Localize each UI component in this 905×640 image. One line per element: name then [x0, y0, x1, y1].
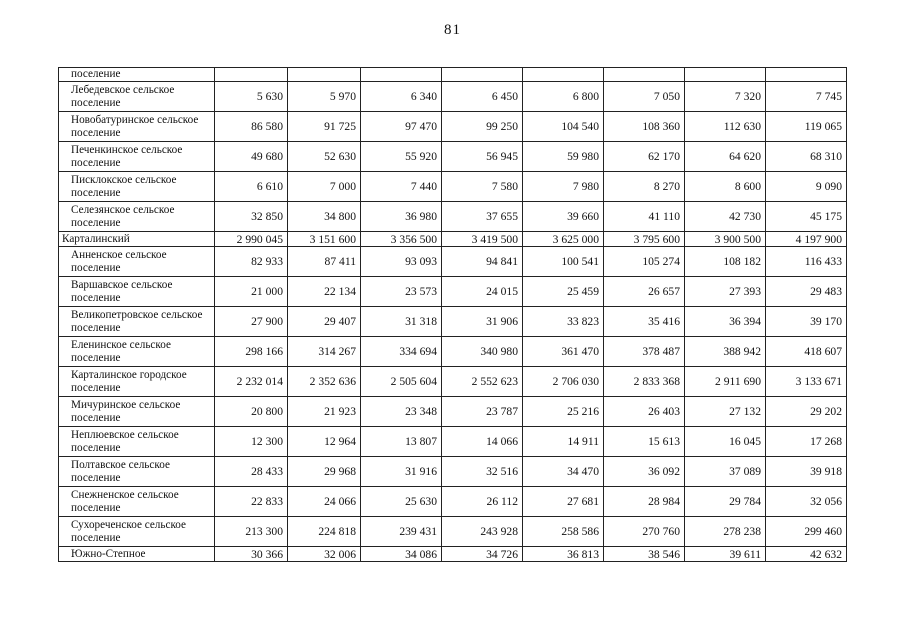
value-cell [766, 68, 847, 82]
value-cell: 12 964 [288, 427, 361, 457]
value-cell: 93 093 [361, 247, 442, 277]
value-cell: 29 968 [288, 457, 361, 487]
value-cell: 299 460 [766, 517, 847, 547]
value-cell: 3 151 600 [288, 232, 361, 247]
value-cell: 7 745 [766, 82, 847, 112]
value-cell: 4 197 900 [766, 232, 847, 247]
value-cell: 39 660 [523, 202, 604, 232]
value-cell: 13 807 [361, 427, 442, 457]
value-cell: 39 170 [766, 307, 847, 337]
value-cell: 41 110 [604, 202, 685, 232]
table-row [59, 427, 847, 457]
value-cell: 26 657 [604, 277, 685, 307]
value-cell: 6 800 [523, 82, 604, 112]
value-cell: 34 800 [288, 202, 361, 232]
table-row [59, 142, 847, 172]
table-row [59, 517, 847, 547]
value-cell [288, 68, 361, 82]
value-cell: 34 086 [361, 547, 442, 562]
value-cell: 104 540 [523, 112, 604, 142]
value-cell: 22 134 [288, 277, 361, 307]
value-cell: 7 000 [288, 172, 361, 202]
value-cell: 112 630 [685, 112, 766, 142]
value-cell: 23 787 [442, 397, 523, 427]
value-cell: 2 833 368 [604, 367, 685, 397]
value-cell: 26 112 [442, 487, 523, 517]
value-cell: 243 928 [442, 517, 523, 547]
value-cell: 334 694 [361, 337, 442, 367]
value-cell: 2 552 623 [442, 367, 523, 397]
table-row [59, 202, 847, 232]
value-cell: 33 823 [523, 307, 604, 337]
value-cell: 3 356 500 [361, 232, 442, 247]
value-cell: 39 918 [766, 457, 847, 487]
value-cell [215, 68, 288, 82]
value-cell: 6 450 [442, 82, 523, 112]
value-cell: 56 945 [442, 142, 523, 172]
value-cell: 27 900 [215, 307, 288, 337]
value-cell: 361 470 [523, 337, 604, 367]
value-cell: 94 841 [442, 247, 523, 277]
value-cell: 3 419 500 [442, 232, 523, 247]
value-cell: 213 300 [215, 517, 288, 547]
value-cell: 14 911 [523, 427, 604, 457]
settlement-name-cell: Селезянское сельское поселение [59, 202, 215, 232]
value-cell: 8 270 [604, 172, 685, 202]
value-cell: 29 784 [685, 487, 766, 517]
value-cell [442, 68, 523, 82]
table-row [59, 68, 847, 82]
settlement-name-cell: Анненское сельское поселение [59, 247, 215, 277]
value-cell: 12 300 [215, 427, 288, 457]
value-cell: 340 980 [442, 337, 523, 367]
value-cell: 45 175 [766, 202, 847, 232]
settlement-name-cell: Неплюевское сельское поселение [59, 427, 215, 457]
table-row [59, 307, 847, 337]
value-cell: 16 045 [685, 427, 766, 457]
value-cell: 22 833 [215, 487, 288, 517]
table-row [59, 112, 847, 142]
value-cell: 2 911 690 [685, 367, 766, 397]
value-cell: 9 090 [766, 172, 847, 202]
value-cell: 27 132 [685, 397, 766, 427]
value-cell: 418 607 [766, 337, 847, 367]
value-cell: 21 000 [215, 277, 288, 307]
value-cell: 82 933 [215, 247, 288, 277]
table-row [59, 397, 847, 427]
value-cell: 25 630 [361, 487, 442, 517]
table-row [59, 337, 847, 367]
value-cell [523, 68, 604, 82]
value-cell: 6 340 [361, 82, 442, 112]
value-cell: 388 942 [685, 337, 766, 367]
value-cell: 298 166 [215, 337, 288, 367]
value-cell: 2 505 604 [361, 367, 442, 397]
value-cell: 32 516 [442, 457, 523, 487]
value-cell: 7 050 [604, 82, 685, 112]
value-cell: 87 411 [288, 247, 361, 277]
value-cell: 7 440 [361, 172, 442, 202]
value-cell: 27 393 [685, 277, 766, 307]
value-cell: 7 320 [685, 82, 766, 112]
value-cell: 24 015 [442, 277, 523, 307]
value-cell: 68 310 [766, 142, 847, 172]
value-cell: 24 066 [288, 487, 361, 517]
value-cell: 31 906 [442, 307, 523, 337]
settlement-name-cell: Мичуринское сельское поселение [59, 397, 215, 427]
value-cell: 35 416 [604, 307, 685, 337]
value-cell: 258 586 [523, 517, 604, 547]
value-cell: 3 625 000 [523, 232, 604, 247]
table-row [59, 367, 847, 397]
value-cell [361, 68, 442, 82]
value-cell: 37 655 [442, 202, 523, 232]
value-cell: 36 813 [523, 547, 604, 562]
value-cell: 52 630 [288, 142, 361, 172]
value-cell: 25 459 [523, 277, 604, 307]
value-cell: 31 318 [361, 307, 442, 337]
value-cell: 5 970 [288, 82, 361, 112]
settlement-name-cell: поселение [59, 68, 215, 82]
value-cell: 86 580 [215, 112, 288, 142]
table-row [59, 457, 847, 487]
table-row [59, 247, 847, 277]
table-body [59, 68, 847, 562]
value-cell: 3 795 600 [604, 232, 685, 247]
value-cell: 25 216 [523, 397, 604, 427]
settlement-name-cell: Еленинское сельское поселение [59, 337, 215, 367]
value-cell: 108 360 [604, 112, 685, 142]
value-cell: 31 916 [361, 457, 442, 487]
value-cell: 32 850 [215, 202, 288, 232]
value-cell: 62 170 [604, 142, 685, 172]
value-cell: 36 092 [604, 457, 685, 487]
settlement-name-cell: Варшавское сельское поселение [59, 277, 215, 307]
settlement-name-cell: Лебедевское сельское поселение [59, 82, 215, 112]
value-cell: 26 403 [604, 397, 685, 427]
value-cell: 8 600 [685, 172, 766, 202]
value-cell [685, 68, 766, 82]
value-cell: 64 620 [685, 142, 766, 172]
value-cell: 378 487 [604, 337, 685, 367]
value-cell: 34 470 [523, 457, 604, 487]
value-cell: 21 923 [288, 397, 361, 427]
value-cell: 34 726 [442, 547, 523, 562]
value-cell: 28 433 [215, 457, 288, 487]
value-cell: 29 483 [766, 277, 847, 307]
value-cell: 314 267 [288, 337, 361, 367]
value-cell: 14 066 [442, 427, 523, 457]
table-row [59, 232, 847, 247]
value-cell: 2 352 636 [288, 367, 361, 397]
settlement-name-cell: Карталинское городское поселение [59, 367, 215, 397]
value-cell: 55 920 [361, 142, 442, 172]
value-cell: 39 611 [685, 547, 766, 562]
value-cell: 2 232 014 [215, 367, 288, 397]
value-cell: 32 056 [766, 487, 847, 517]
page-number: 81 [444, 22, 461, 38]
value-cell: 91 725 [288, 112, 361, 142]
value-cell: 100 541 [523, 247, 604, 277]
settlement-name-cell: Сухореченское сельское поселение [59, 517, 215, 547]
value-cell: 29 407 [288, 307, 361, 337]
value-cell: 2 706 030 [523, 367, 604, 397]
district-name-cell: Карталинский [59, 232, 215, 247]
value-cell: 29 202 [766, 397, 847, 427]
value-cell: 7 980 [523, 172, 604, 202]
value-cell [604, 68, 685, 82]
value-cell: 3 900 500 [685, 232, 766, 247]
value-cell: 119 065 [766, 112, 847, 142]
value-cell: 108 182 [685, 247, 766, 277]
value-cell: 38 546 [604, 547, 685, 562]
value-cell: 36 980 [361, 202, 442, 232]
value-cell: 105 274 [604, 247, 685, 277]
value-cell: 17 268 [766, 427, 847, 457]
value-cell: 2 990 045 [215, 232, 288, 247]
value-cell: 97 470 [361, 112, 442, 142]
value-cell: 99 250 [442, 112, 523, 142]
value-cell: 20 800 [215, 397, 288, 427]
value-cell: 37 089 [685, 457, 766, 487]
value-cell: 23 348 [361, 397, 442, 427]
table-row [59, 82, 847, 112]
value-cell: 49 680 [215, 142, 288, 172]
value-cell: 36 394 [685, 307, 766, 337]
value-cell: 23 573 [361, 277, 442, 307]
settlement-name-cell: Южно-Степное [59, 547, 215, 562]
value-cell: 6 610 [215, 172, 288, 202]
value-cell: 15 613 [604, 427, 685, 457]
value-cell: 59 980 [523, 142, 604, 172]
value-cell: 5 630 [215, 82, 288, 112]
value-cell: 3 133 671 [766, 367, 847, 397]
value-cell: 278 238 [685, 517, 766, 547]
settlement-name-cell: Великопетровское сельское поселение [59, 307, 215, 337]
settlement-name-cell: Снежненское сельское поселение [59, 487, 215, 517]
value-cell: 116 433 [766, 247, 847, 277]
value-cell: 42 632 [766, 547, 847, 562]
value-cell: 270 760 [604, 517, 685, 547]
settlement-name-cell: Печенкинское сельское поселение [59, 142, 215, 172]
value-cell: 7 580 [442, 172, 523, 202]
settlement-name-cell: Писклокское сельское поселение [59, 172, 215, 202]
table-row [59, 277, 847, 307]
value-cell: 239 431 [361, 517, 442, 547]
value-cell: 27 681 [523, 487, 604, 517]
value-cell: 32 006 [288, 547, 361, 562]
table-row [59, 547, 847, 562]
settlement-name-cell: Новобатуринское сельское поселение [59, 112, 215, 142]
value-cell: 224 818 [288, 517, 361, 547]
table-row [59, 487, 847, 517]
settlement-name-cell: Полтавское сельское поселение [59, 457, 215, 487]
table-row [59, 172, 847, 202]
value-cell: 30 366 [215, 547, 288, 562]
value-cell: 42 730 [685, 202, 766, 232]
municipality-data-table [58, 67, 847, 562]
value-cell: 28 984 [604, 487, 685, 517]
